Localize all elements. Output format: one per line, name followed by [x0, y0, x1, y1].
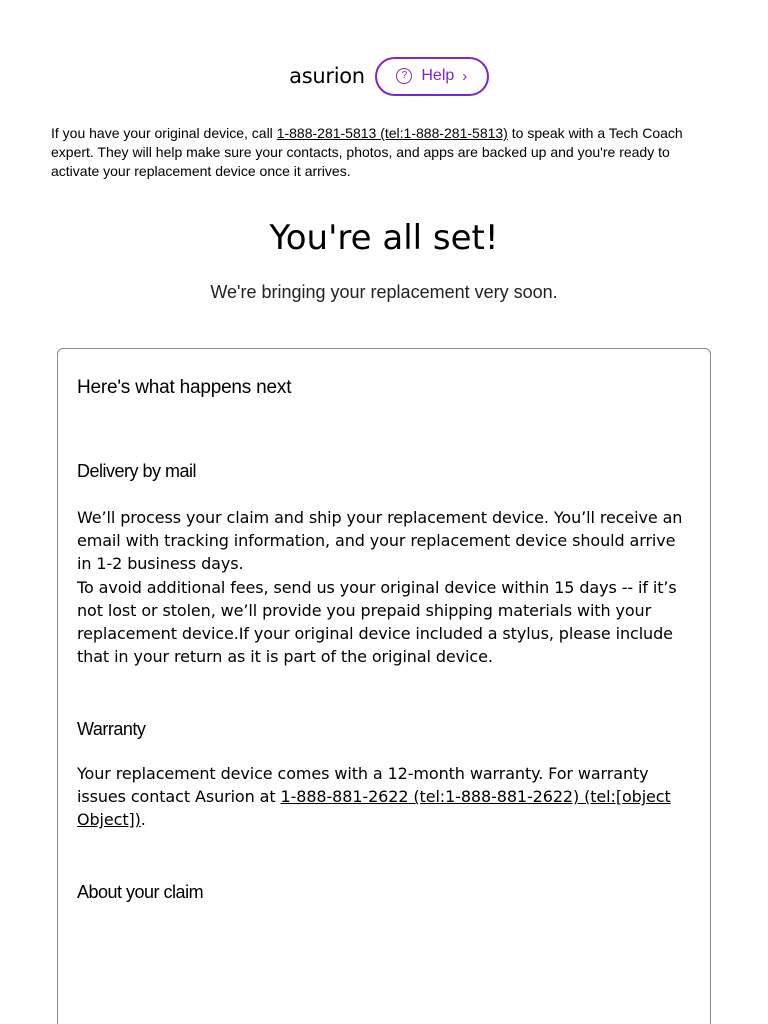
help-button[interactable]: [375, 57, 489, 96]
intro-text: [51, 124, 721, 181]
delivery-paragraph-2: To avoid additional fees, send us your original device within 15 days -- if it’s not lost or stolen, we’ll provide you prepaid shipping materials with your replacement device.If your original device included a stylus, please include that in your return as it is part of the original device.: [77, 577, 677, 667]
header: [0, 56, 768, 96]
about-claim-title: About your claim: [77, 882, 204, 902]
page-title: You're all set!: [269, 218, 499, 258]
intro-text-start: If you have your original device, call: [51, 125, 277, 141]
warranty-title: Warranty: [77, 719, 146, 739]
help-button-label: Help: [421, 67, 455, 84]
warranty-body: [77, 762, 689, 832]
next-steps-card: [57, 348, 711, 1024]
warranty-phone-link[interactable]: 1-888-881-2622 (tel:1-888-881-2622) (tel:[object Object]): [77, 787, 671, 830]
warranty-text-start: Your replacement device comes with a 12-month warranty. For warranty issues contact Asurion at: [77, 764, 649, 807]
page-subtitle: We're bringing your replacement very soon.: [210, 282, 558, 302]
delivery-body: [77, 506, 689, 668]
delivery-paragraph-1: We’ll process your claim and ship your replacement device. You’ll receive an email with tracking information, and your replacement device should arrive in 1-2 business days.: [77, 508, 683, 574]
warranty-text-end: .: [140, 810, 146, 830]
intro-text-end: to speak with a Tech Coach expert. They will help make sure your contacts, photos, and apps are backed up and you're ready to activate your replacement device once it arrives.: [51, 125, 683, 179]
card-title: Here's what happens next: [77, 377, 292, 398]
delivery-title: Delivery by mail: [77, 461, 197, 481]
question-circle-icon: ?: [396, 68, 412, 84]
tech-coach-phone-link[interactable]: 1-888-281-5813 (tel:1-888-281-5813): [276, 125, 508, 141]
asurion-logo[interactable]: asurion: [289, 64, 365, 88]
chevron-right-icon: ›: [462, 67, 468, 85]
